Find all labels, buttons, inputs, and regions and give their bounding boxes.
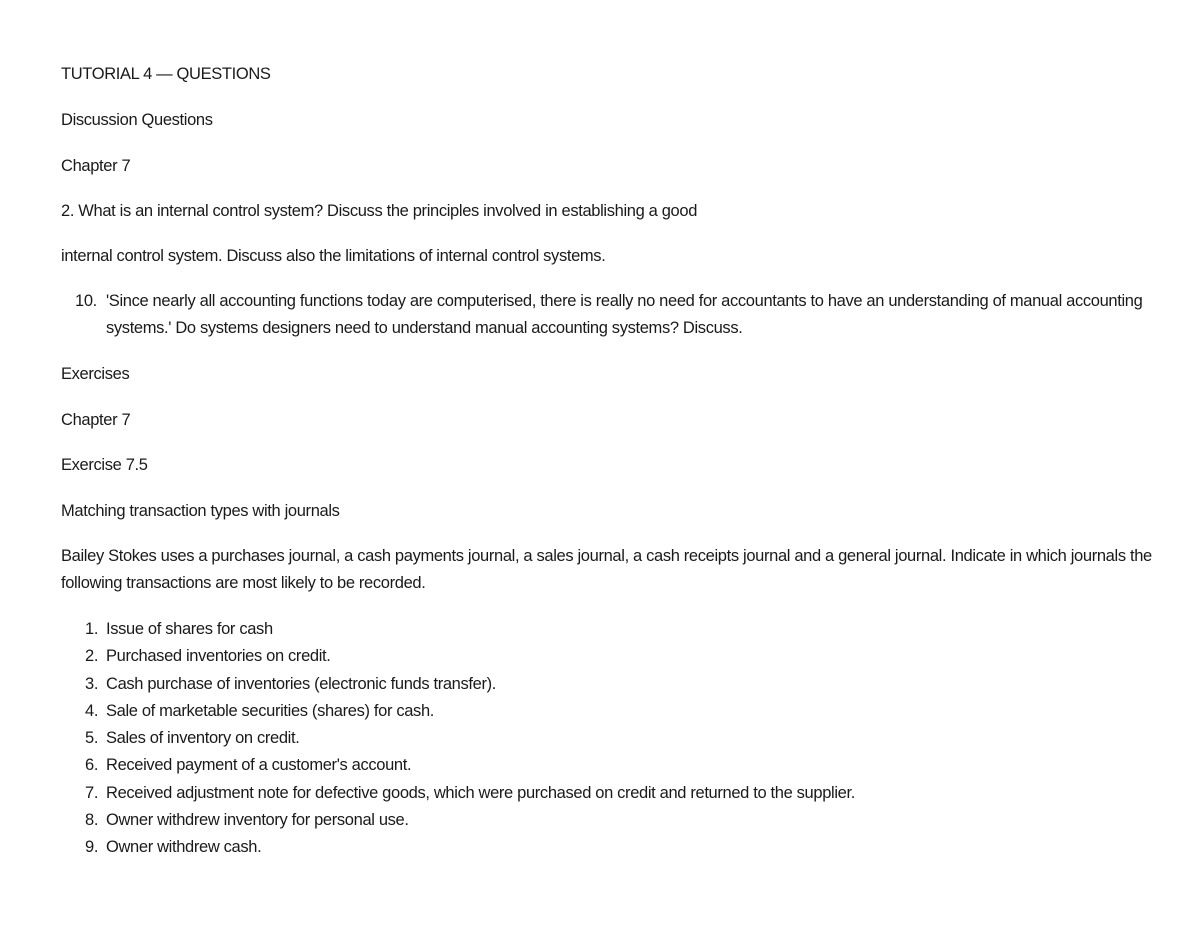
list-item-number: 1.	[85, 620, 99, 638]
list-item-number: 2.	[85, 647, 99, 666]
list-item-number: 8.	[85, 811, 99, 830]
list-item-text: Owner withdrew cash.	[106, 838, 262, 857]
exercise-intro: Bailey Stokes uses a purchases journal, a cash payments journal, a sales journal, a cash receipts journal and a general journal. Indicate in which journals the following transactions are most likely to be recorded.	[61, 547, 1152, 592]
list-item-number: 5.	[85, 729, 99, 748]
list-item-number: 9.	[85, 838, 99, 857]
chapter-label: Chapter 7	[61, 411, 131, 429]
list-item-number: 3.	[85, 674, 99, 693]
list-item-text: Received payment of a customer's account.	[106, 756, 412, 775]
question-2-line-1: 2. What is an internal control system? Discuss the principles involved in establishing a good	[61, 202, 698, 220]
question-10-number: 10.	[75, 292, 97, 310]
exercise-title: Matching transaction types with journals	[61, 502, 340, 520]
question-10-text: 'Since nearly all accounting functions today are computerised, there is really no need for accountants to have an understanding of manual accounting systems.' Do systems designers need to understand manual accounting systems? Discuss.	[106, 292, 1143, 337]
list-item-text: Received adjustment note for defective goods, which were purchased on credit and returned to the supplier.	[106, 783, 855, 802]
chapter-label: Chapter 7	[61, 157, 131, 175]
list-item-text: Owner withdrew inventory for personal use.	[106, 811, 409, 830]
list-item-number: 7.	[85, 783, 99, 802]
list-item-text: Cash purchase of inventories (electronic funds transfer).	[106, 674, 496, 693]
list-item-text: Purchased inventories on credit.	[106, 647, 331, 666]
list-item-text: Sales of inventory on credit.	[106, 729, 300, 748]
exercise-number: Exercise 7.5	[61, 456, 148, 474]
section-heading-discussion: Discussion Questions	[61, 111, 213, 129]
list-item-text: Issue of shares for cash	[106, 620, 273, 638]
list-item-number: 4.	[85, 701, 99, 720]
section-heading-exercises: Exercises	[61, 365, 130, 383]
question-2-line-2: internal control system. Discuss also the limitations of internal control systems.	[61, 247, 606, 265]
list-item-text: Sale of marketable securities (shares) for cash.	[106, 701, 435, 720]
list-item-number: 6.	[85, 756, 99, 775]
page-title: TUTORIAL 4 — QUESTIONS	[61, 65, 271, 83]
